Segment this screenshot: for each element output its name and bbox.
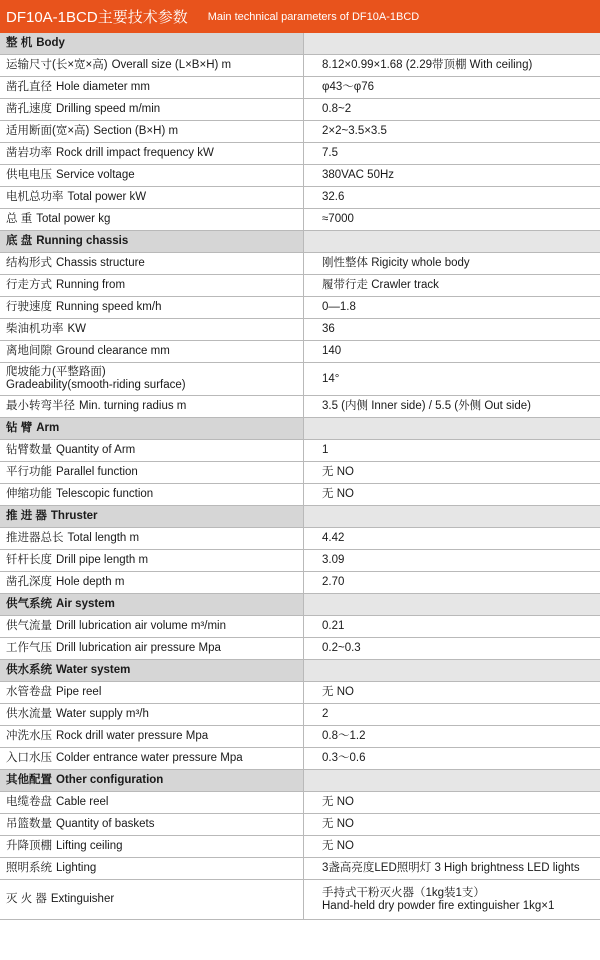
section-row (0, 594, 600, 616)
param-value-cell (304, 616, 600, 638)
param-name-en: Rock drill water pressure Mpa (56, 730, 209, 742)
param-value: 无 NO (322, 840, 354, 852)
param-name-en: Running chassis (36, 235, 129, 247)
table-row (0, 836, 600, 858)
param-name-en: Arm (36, 422, 60, 434)
table-row (0, 528, 600, 550)
param-name-en: Extinguisher (50, 893, 115, 905)
param-name-cn: 供水系统 (6, 664, 52, 676)
param-value-cell (304, 858, 600, 880)
param-value: 1 (322, 444, 329, 456)
section-row (0, 418, 600, 440)
table-row (0, 726, 600, 748)
table-row (0, 297, 600, 319)
param-value: 0.21 (322, 620, 345, 632)
param-value: 36 (322, 323, 335, 335)
param-value: 0—1.8 (322, 301, 356, 313)
param-name-cell (0, 660, 304, 682)
param-name-cn: 冲洗水压 (6, 730, 52, 742)
param-name-cell (0, 165, 304, 187)
param-name-en: Water supply m³/h (56, 708, 149, 720)
param-value: 32.6 (322, 191, 345, 203)
param-name-cn: 照明系统 (6, 862, 52, 874)
param-name-cell (0, 880, 304, 920)
param-name-en: Total power kg (36, 213, 111, 225)
param-name-cell (0, 33, 304, 55)
section-row (0, 506, 600, 528)
param-name-cell (0, 440, 304, 462)
table-row (0, 550, 600, 572)
table-row (0, 187, 600, 209)
param-value: 14° (322, 372, 340, 385)
param-name-cn: 灭 火 器 (6, 893, 47, 905)
param-value-cell (304, 275, 600, 297)
param-name-en: Drill lubrication air pressure Mpa (56, 642, 221, 654)
param-value: 0.8~2 (322, 103, 352, 115)
param-name-cell (0, 231, 304, 253)
spec-table-body (0, 33, 600, 920)
param-name-en: Water system (56, 664, 131, 676)
table-row (0, 462, 600, 484)
param-name-en: Total length m (67, 532, 140, 544)
param-value: 3.5 (内侧 Inner side) / 5.5 (外侧 Out side) (322, 400, 531, 412)
param-value-cell (304, 506, 600, 528)
param-value: 7.5 (322, 147, 338, 159)
param-name-cell (0, 418, 304, 440)
param-name-en: Cable reel (56, 796, 109, 808)
param-name-cn: 整 机 (6, 37, 33, 49)
table-row (0, 55, 600, 77)
param-value-cell (304, 165, 600, 187)
param-name-en: Gradeability(smooth-riding surface) (6, 379, 186, 391)
param-name-cell (0, 616, 304, 638)
param-name-cn: 吊篮数量 (6, 818, 52, 830)
table-row (0, 99, 600, 121)
spec-table (0, 33, 600, 920)
param-name-cell (0, 704, 304, 726)
param-value-cell (304, 187, 600, 209)
table-row (0, 363, 600, 396)
param-name-en: Parallel function (56, 466, 138, 478)
param-name-cn: 运输尺寸(长×宽×高) (6, 59, 108, 71)
param-name-cn: 工作气压 (6, 642, 52, 654)
param-value-cell (304, 748, 600, 770)
table-row (0, 209, 600, 231)
table-row (0, 440, 600, 462)
param-value: 0.3～0.6 (322, 752, 366, 764)
param-name-cell (0, 121, 304, 143)
param-name-cell (0, 836, 304, 858)
param-name-cn: 凿孔深度 (6, 576, 52, 588)
param-value: 0.8～1.2 (322, 730, 366, 742)
param-value-cell (304, 363, 600, 396)
param-name-cn: 最小转弯半径 (6, 400, 75, 412)
param-name-en: Lifting ceiling (56, 840, 123, 852)
param-value-cell (304, 770, 600, 792)
param-name-cell (0, 462, 304, 484)
table-row (0, 638, 600, 660)
param-name-cn: 结构形式 (6, 257, 52, 269)
param-value-line2: Hand-held dry powder fire extinguisher 1kg×1 (322, 899, 555, 912)
param-value: 2×2~3.5×3.5 (322, 125, 387, 137)
param-name-en: Min. turning radius m (79, 400, 187, 412)
param-name-en: Drilling speed m/min (56, 103, 161, 115)
param-value-cell (304, 231, 600, 253)
param-name-en: Hole depth m (56, 576, 125, 588)
param-name-cn: 入口水压 (6, 752, 52, 764)
param-name-cell (0, 858, 304, 880)
param-value: 无 NO (322, 686, 354, 698)
param-name-cell (0, 550, 304, 572)
param-name-cn: 伸缩功能 (6, 488, 52, 500)
table-row (0, 484, 600, 506)
param-name-cell (0, 638, 304, 660)
param-name-cn: 推进器总长 (6, 532, 64, 544)
table-row (0, 858, 600, 880)
param-value-cell (304, 99, 600, 121)
param-value: 2.70 (322, 576, 345, 588)
param-value-cell (304, 682, 600, 704)
param-name-en: Lighting (56, 862, 97, 874)
param-value: 3.09 (322, 554, 345, 566)
param-name-cell (0, 396, 304, 418)
param-name-cn: 适用断面(宽×高) (6, 125, 90, 137)
table-row (0, 121, 600, 143)
param-value: 无 NO (322, 466, 354, 478)
param-name-cn: 底 盘 (6, 235, 33, 247)
param-name-en: Hole diameter mm (56, 81, 150, 93)
param-name-cn: 离地间隙 (6, 345, 52, 357)
param-value-cell (304, 880, 600, 920)
param-name-cell (0, 297, 304, 319)
param-name-cn: 电缆卷盘 (6, 796, 52, 808)
param-name-cn: 爬坡能力(平整路面) (6, 366, 106, 378)
param-name-cell (0, 363, 304, 396)
param-name-cn: 电机总功率 (6, 191, 64, 203)
param-value: 4.42 (322, 532, 345, 544)
param-value: 140 (322, 345, 342, 357)
param-name-cn: 钎杆长度 (6, 554, 52, 566)
param-name-en: Overall size (L×B×H) m (111, 59, 232, 71)
table-row (0, 880, 600, 920)
param-value-cell (304, 341, 600, 363)
param-value: 3盏高亮度LED照明灯 3 High brightness LED lights (322, 862, 580, 874)
param-value-cell (304, 33, 600, 55)
param-name-cn: 供气流量 (6, 620, 52, 632)
section-row (0, 231, 600, 253)
param-name-cell (0, 506, 304, 528)
table-row (0, 275, 600, 297)
table-row (0, 396, 600, 418)
param-name-cell (0, 187, 304, 209)
param-value: 8.12×0.99×1.68 (2.29带顶棚 With ceiling) (322, 59, 533, 71)
param-value-cell (304, 594, 600, 616)
param-value-cell (304, 792, 600, 814)
param-value: 无 NO (322, 488, 354, 500)
param-value: 刚性整体 Rigicity whole body (322, 257, 470, 269)
param-name-cell (0, 814, 304, 836)
param-name-cell (0, 484, 304, 506)
table-row (0, 748, 600, 770)
param-name-cell (0, 319, 304, 341)
table-row (0, 682, 600, 704)
param-name-cell (0, 253, 304, 275)
param-value-cell (304, 528, 600, 550)
param-value-cell (304, 726, 600, 748)
param-value: 380VAC 50Hz (322, 169, 395, 181)
param-value-cell (304, 418, 600, 440)
section-row (0, 33, 600, 55)
param-name-en: Ground clearance mm (56, 345, 170, 357)
table-row (0, 341, 600, 363)
param-value-cell (304, 660, 600, 682)
param-value-cell (304, 484, 600, 506)
table-row (0, 704, 600, 726)
param-name-cn: 凿孔速度 (6, 103, 52, 115)
param-name-cell (0, 792, 304, 814)
param-name-en: Body (36, 37, 65, 49)
param-name-en: Pipe reel (56, 686, 102, 698)
param-name-cell (0, 341, 304, 363)
param-name-en: Running from (56, 279, 126, 291)
param-value: 2 (322, 708, 329, 720)
header-title-cn: DF10A-1BCD主要技术参数 (6, 9, 188, 26)
param-name-en: KW (67, 323, 87, 335)
param-value: 履带行走 Crawler track (322, 279, 439, 291)
param-name-cn: 柴油机功率 (6, 323, 64, 335)
param-value-cell (304, 77, 600, 99)
param-value: 无 NO (322, 818, 354, 830)
param-value-cell (304, 143, 600, 165)
param-name-en: Rock drill impact frequency kW (56, 147, 214, 159)
param-name-en: Chassis structure (56, 257, 145, 269)
param-name-cell (0, 726, 304, 748)
param-name-en: Colder entrance water pressure Mpa (56, 752, 243, 764)
table-row (0, 572, 600, 594)
param-value-cell (304, 836, 600, 858)
param-name-cn: 平行功能 (6, 466, 52, 478)
param-value-cell (304, 462, 600, 484)
param-name-cn: 升降顶棚 (6, 840, 52, 852)
table-row (0, 792, 600, 814)
param-name-cell (0, 770, 304, 792)
param-name-cn: 总 重 (6, 213, 33, 225)
param-value-cell (304, 396, 600, 418)
section-row (0, 660, 600, 682)
param-name-en: Telescopic function (56, 488, 154, 500)
param-name-cell (0, 77, 304, 99)
param-value: 0.2~0.3 (322, 642, 361, 654)
param-value: 手持式干粉灭火器（1kg装1支） (322, 886, 485, 899)
param-name-cell (0, 572, 304, 594)
param-value-cell (304, 638, 600, 660)
param-name-cell (0, 528, 304, 550)
table-row (0, 143, 600, 165)
section-row (0, 770, 600, 792)
param-name-en: Quantity of baskets (56, 818, 155, 830)
param-value-cell (304, 814, 600, 836)
param-value: φ43～φ76 (322, 81, 374, 93)
param-name-cn: 供气系统 (6, 598, 52, 610)
param-value: ≈7000 (322, 213, 354, 225)
table-row (0, 165, 600, 187)
param-name-cn: 水管卷盘 (6, 686, 52, 698)
param-value-cell (304, 253, 600, 275)
param-name-cn: 推 进 器 (6, 510, 47, 522)
param-name-cell (0, 748, 304, 770)
table-row (0, 77, 600, 99)
param-name-en: Quantity of Arm (56, 444, 136, 456)
param-name-en: Air system (56, 598, 115, 610)
param-value-cell (304, 121, 600, 143)
param-name-en: Running speed km/h (56, 301, 162, 313)
param-name-cn: 钻 臂 (6, 422, 33, 434)
table-row (0, 253, 600, 275)
header-title-en: Main technical parameters of DF10A-1BCD (207, 10, 420, 23)
param-name-cell (0, 275, 304, 297)
param-name-cell (0, 594, 304, 616)
param-name-cn: 其他配置 (6, 774, 52, 786)
table-row (0, 616, 600, 638)
param-name-cn: 供电电压 (6, 169, 52, 181)
param-value-cell (304, 704, 600, 726)
param-value-cell (304, 55, 600, 77)
param-name-cn: 供水流量 (6, 708, 52, 720)
param-name-cell (0, 209, 304, 231)
param-value-cell (304, 440, 600, 462)
param-name-cell (0, 99, 304, 121)
param-value-cell (304, 319, 600, 341)
param-value-cell (304, 209, 600, 231)
param-name-en: Service voltage (56, 169, 135, 181)
param-name-cell (0, 55, 304, 77)
param-name-en: Drill lubrication air volume m³/min (56, 620, 226, 632)
param-name-en: Thruster (50, 510, 98, 522)
param-name-cn: 行走方式 (6, 279, 52, 291)
spec-header-banner (0, 0, 600, 33)
param-name-cell (0, 143, 304, 165)
param-name-cn: 行驶速度 (6, 301, 52, 313)
param-name-en: Total power kW (67, 191, 147, 203)
param-value-cell (304, 550, 600, 572)
param-name-cn: 钻臂数量 (6, 444, 52, 456)
table-row (0, 319, 600, 341)
param-value-cell (304, 572, 600, 594)
param-name-cell (0, 682, 304, 704)
param-value-cell (304, 297, 600, 319)
param-name-cn: 凿孔直径 (6, 81, 52, 93)
param-name-en: Section (B×H) m (93, 125, 179, 137)
table-row (0, 814, 600, 836)
param-name-en: Drill pipe length m (56, 554, 149, 566)
param-name-en: Other configuration (56, 774, 164, 786)
param-value: 无 NO (322, 796, 354, 808)
param-name-cn: 凿岩功率 (6, 147, 52, 159)
